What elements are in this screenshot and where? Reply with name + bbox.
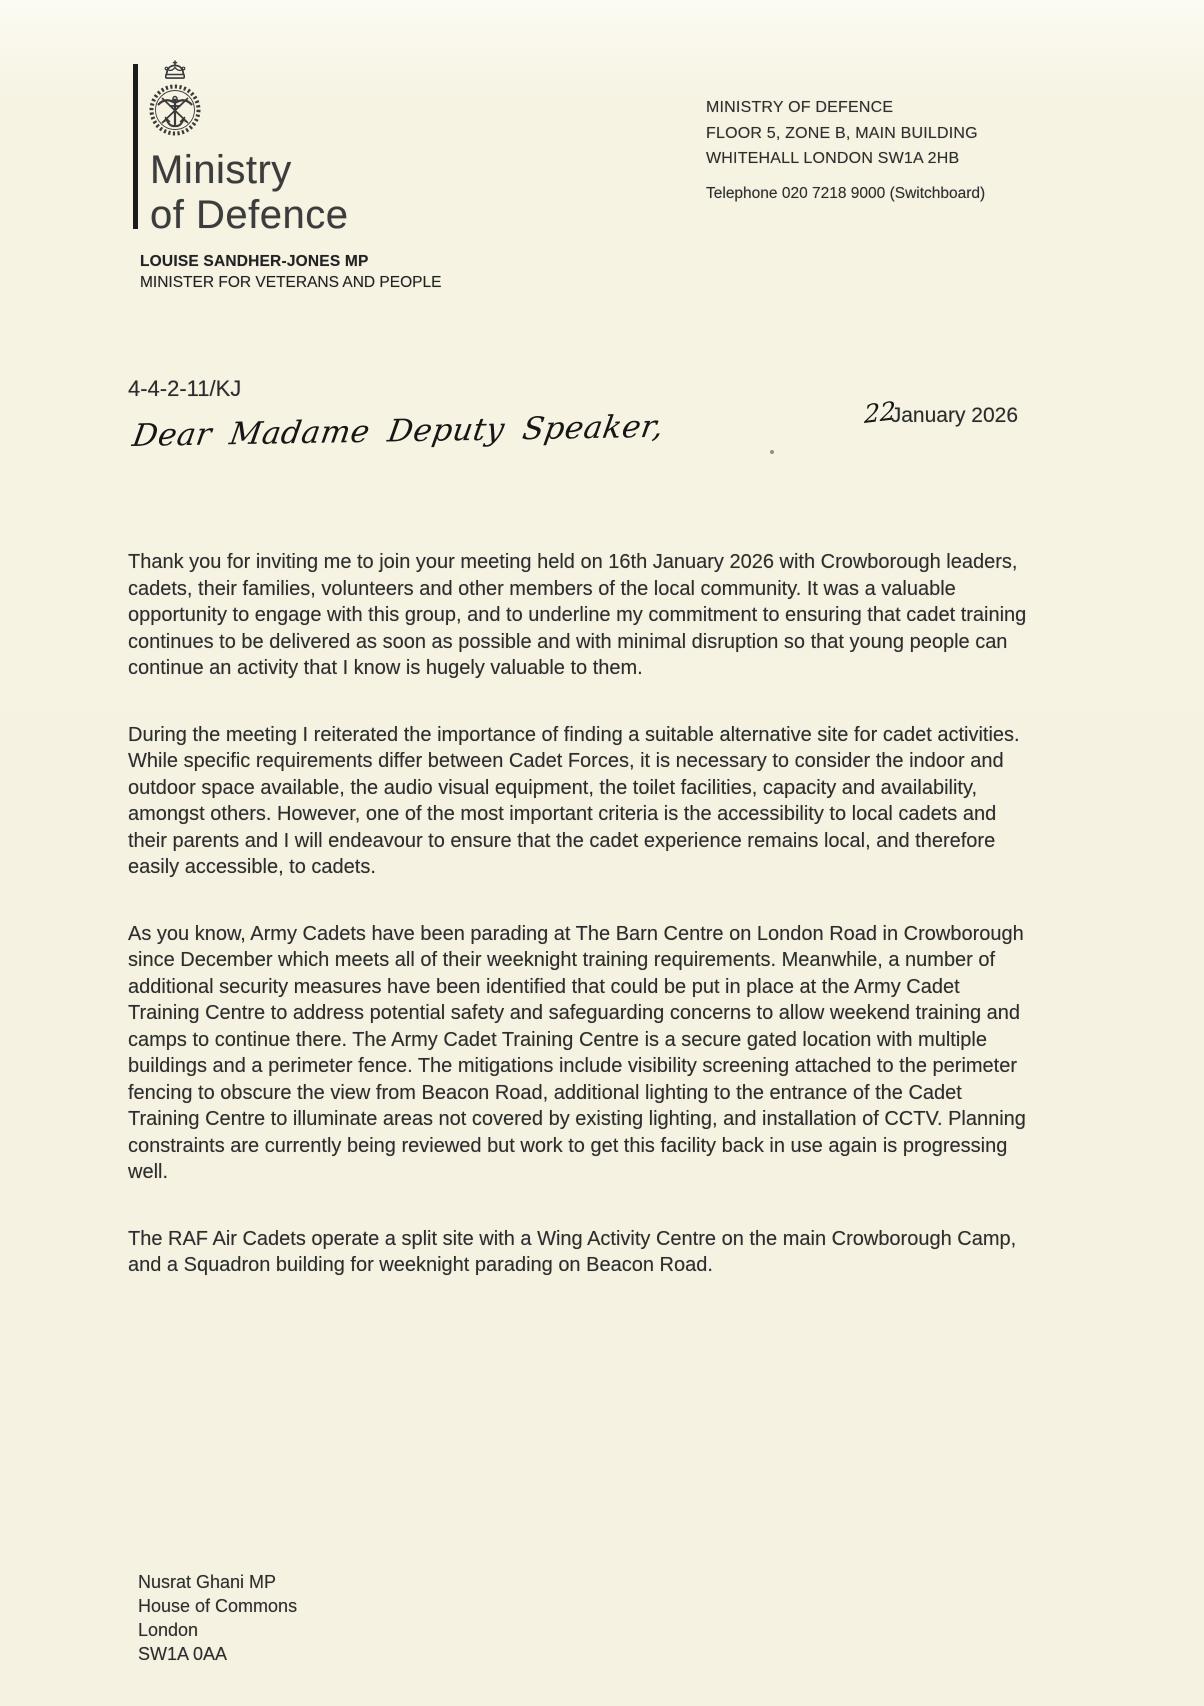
paragraph-2: During the meeting I reiterated the importance of finding a suitable alternative site for cadet activities. While specific requirements differ between Cadet Forces, it is necessary to consider the indoor and outdoor space available, the audio visual equipment, the toilet facilities, capacity and availability, amongst others. However, one of the most important criteria is the accessibility to local cadets and their parents and I will endeavour to ensure that the cadet experience remains local, and therefore easily accessible, to cadets. xyxy=(128,723,1020,878)
recipient-block xyxy=(138,1570,297,1666)
paragraph-1: Thank you for inviting me to join your meeting held on 16th January 2026 with Crowborough leaders, cadets, their families, volunteers and other members of the local community. It was a valuable opportunity to engage with this group, and to underline my commitment to ensuring that cadet training continues to be delivered as soon as possible and with minimal disruption so that young people can continue an activity that I know is hugely valuable to them. xyxy=(128,551,1027,679)
recipient-line: SW1A 0AA xyxy=(138,1644,228,1664)
address-block xyxy=(706,95,978,172)
scan-speck xyxy=(770,450,774,454)
handwritten-salutation: Dear Madame Deputy Speaker, xyxy=(130,408,667,454)
recipient-line: Nusrat Ghani MP xyxy=(138,1572,277,1592)
reference-number: 4-4-2-11/KJ xyxy=(128,376,242,401)
sender-name: LOUISE SANDHER-JONES MP xyxy=(140,253,369,270)
mod-logo-wordmark xyxy=(150,148,348,238)
letter-body xyxy=(128,549,1033,1319)
date-line xyxy=(640,395,1018,430)
sender-block xyxy=(140,251,441,293)
handwritten-day: 22 xyxy=(863,395,896,430)
telephone-line: Telephone 020 7218 9000 (Switchboard) xyxy=(706,185,986,202)
recipient-line: House of Commons xyxy=(138,1596,298,1616)
address-line: FLOOR 5, ZONE B, MAIN BUILDING xyxy=(706,124,978,142)
recipient-line: London xyxy=(138,1620,199,1640)
logo-line-1: Ministry xyxy=(150,148,292,192)
printed-date: January 2026 xyxy=(890,404,1018,427)
paragraph-4: The RAF Air Cadets operate a split site with a Wing Activity Centre on the main Crowborough Camp, and a Squadron building for weeknight parading on Beacon Road. xyxy=(128,1227,1017,1276)
sender-title: MINISTER FOR VETERANS AND PEOPLE xyxy=(140,274,442,291)
logo-line-2: of Defence xyxy=(150,193,349,237)
address-line: WHITEHALL LONDON SW1A 2HB xyxy=(706,150,960,167)
logo-vertical-bar xyxy=(133,64,138,229)
mod-crest-icon xyxy=(145,60,205,150)
paragraph-3: As you know, Army Cadets have been parading at The Barn Centre on London Road in Crowborough since December which meets all of their weeknight training requirements. Meanwhile, a number of additional security measures have been identified that could be put in place at the Army Cadet Training Centre to address potential safety and safeguarding concerns to allow weekend training and camps to continue there. The Army Cadet Training Centre is a secure gated location with multiple buildings and a perimeter fence. The mitigations include visibility screening attached to the perimeter fencing to obscure the view from Beacon Road, additional lighting to the entrance of the Cadet Training Centre to illuminate areas not covered by existing lighting, and installation of CCTV. Planning constraints are currently being reviewed but work to get this facility back in use again is progressing well. xyxy=(128,922,1026,1183)
address-line: MINISTRY OF DEFENCE xyxy=(706,99,894,116)
